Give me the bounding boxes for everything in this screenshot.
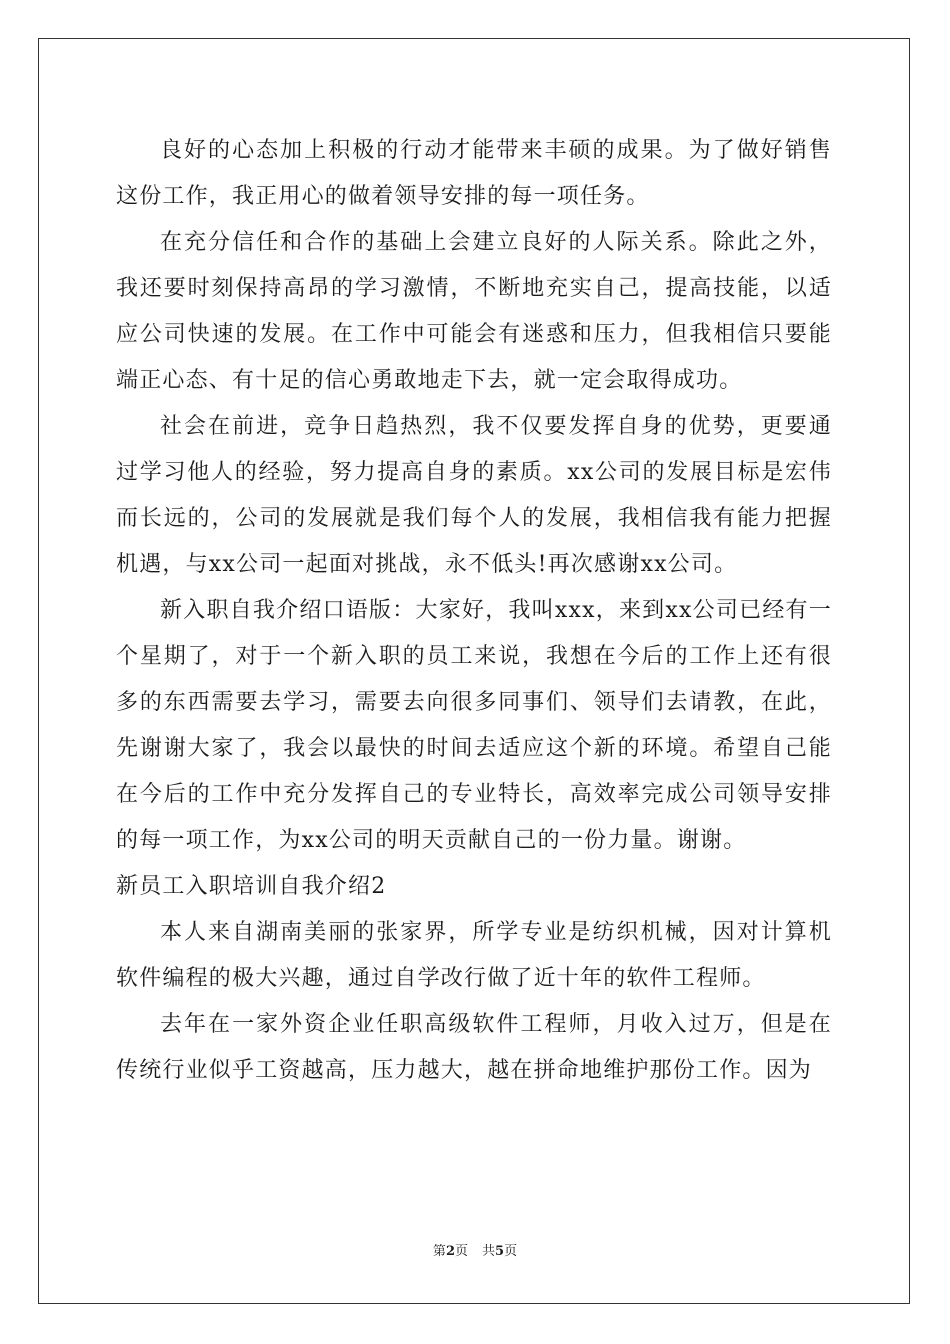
page-footer [0, 1240, 950, 1259]
page-total: 5 [495, 1244, 505, 1259]
document-body [116, 128, 832, 1094]
paragraph-4: 新入职自我介绍口语版：大家好，我叫xxx，来到xx公司已经有一个星期了，对于一个新入职的员工来说，我想在今后的工作上还有很多的东西需要去学习，需要去向很多同事们、领导们去请教，在此，先谢谢大家了，我会以最快的时间去适应这个新的环境。希望自己能在今后的工作中充分发挥自己的专业特长，高效率完成公司领导安排的每一项工作，为xx公司的明天贡献自己的一份力量。谢谢。 [116, 598, 832, 853]
paragraph-6: 去年在一家外资企业任职高级软件工程师，月收入过万，但是在传统行业似乎工资越高，压力越大，越在拼命地维护那份工作。因为 [116, 1012, 832, 1083]
page-current: 2 [445, 1244, 455, 1259]
page-suffix: 页 [454, 1244, 468, 1259]
total-suffix: 页 [504, 1244, 518, 1259]
section-heading: 新员工入职培训自我介绍2 [116, 874, 387, 899]
paragraph-2: 在充分信任和合作的基础上会建立良好的人际关系。除此之外，我还要时刻保持高昂的学习激情，不断地充实自己，提高技能，以适应公司快速的发展。在工作中可能会有迷惑和压力，但我相信只要能端正心态、有十足的信心勇敢地走下去，就一定会取得成功。 [116, 230, 832, 393]
total-prefix: 共 [482, 1244, 496, 1259]
paragraph-1: 良好的心态加上积极的行动才能带来丰硕的成果。为了做好销售这份工作，我正用心的做着领导安排的每一项任务。 [116, 138, 832, 209]
page-prefix: 第 [432, 1244, 446, 1259]
paragraph-5: 本人来自湖南美丽的张家界，所学专业是纺织机械，因对计算机软件编程的极大兴趣，通过自学改行做了近十年的软件工程师。 [116, 920, 832, 991]
paragraph-3: 社会在前进，竞争日趋热烈，我不仅要发挥自身的优势，更要通过学习他人的经验，努力提高自身的素质。xx公司的发展目标是宏伟而长远的，公司的发展就是我们每个人的发展，我相信我有能力把握机遇，与xx公司一起面对挑战，永不低头!再次感谢xx公司。 [116, 414, 832, 577]
